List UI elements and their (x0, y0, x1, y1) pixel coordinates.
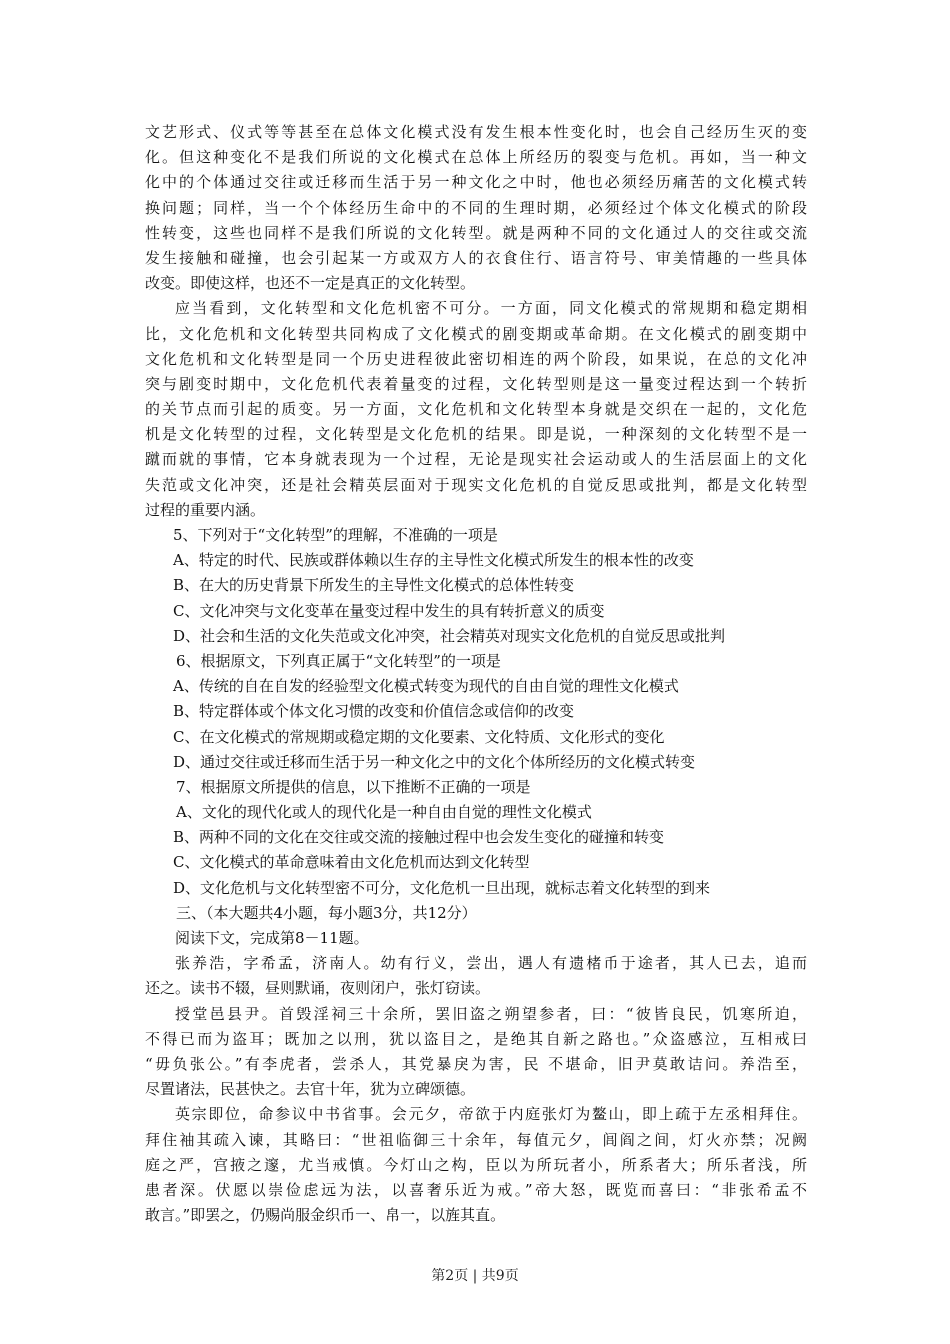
passage-line: 改变。即使这样，也还不一定是真正的文化转型。 (145, 274, 476, 293)
passage-line: 换问题；同样，当一个个体经历生命中的不同的生理时期，必须经过个体文化模式的阶段 (145, 198, 807, 217)
question-5-option-b: B、在大的历史背景下所发生的主导性文化模式的总体性转变 (173, 576, 575, 595)
question-6-option-d: D、通过交往或迁移而生活于另一种文化之中的文化个体所经历的文化模式转变 (173, 752, 696, 771)
question-6-stem: 6、根据原文，下列真正属于“文化转型”的一项是 (176, 651, 501, 670)
passage-line: 还之。读书不辍，昼则默诵，夜则闭户，张灯窃读。 (145, 979, 491, 998)
document-page (145, 120, 807, 1228)
question-6-option-a: A、传统的自在自发的经验型文化模式转变为现代的自由自觉的理性文化模式 (173, 677, 679, 696)
question-5-stem: 5、下列对于“文化转型”的理解，不准确的一项是 (173, 526, 498, 544)
passage-line: 英宗即位，命参议中书省事。会元夕，帝欲于内庭张灯为鳌山，即上疏于左丞相拜住。 (175, 1105, 807, 1124)
passage-line: 蹴而就的事情，它本身就表现为一个过程，无论是现实社会运动或人的生活层面上的文化 (145, 450, 807, 469)
question-6-option-b: B、特定群体或个体文化习惯的改变和价值信念或信仰的改变 (173, 702, 575, 721)
section-3-instruction: 阅读下文，完成第8－11题。 (175, 929, 369, 947)
passage-line: 比，文化危机和文化转型共同构成了文化模式的剧变期或革命期。在文化模式的剧变期中 (145, 324, 807, 343)
question-7-option-b: B、两种不同的文化在交往或交流的接触过程中也会发生变化的碰撞和转变 (173, 828, 665, 847)
question-6-option-c: C、在文化模式的常规期或稳定期的文化要素、文化特质、文化形式的变化 (173, 727, 665, 746)
passage-line: 应当看到，文化转型和文化危机密不可分。一方面，同文化模式的常规期和稳定期相 (175, 299, 807, 318)
question-7-stem: 7、根据原文所提供的信息，以下推断不正确的一项是 (176, 777, 531, 796)
passage-line: 突与剧变时期中，文化危机代表着量变的过程，文化转型则是这一量变过程达到一个转折 (145, 374, 807, 393)
passage-line: 机是文化转型的过程，文化转型是文化危机的结果。即是说，一种深刻的文化转型不是一 (145, 425, 807, 444)
question-7-option-d: D、文化危机与文化转型密不可分，文化危机一旦出现，就标志着文化转型的到来 (173, 878, 711, 897)
page-footer: 第2页 | 共9页 (431, 1268, 519, 1284)
question-5-option-d: D、社会和生活的文化失范或文化冲突，社会精英对现实文化危机的自觉反思或批判 (173, 626, 726, 645)
passage-line: 尽置诸法，民甚快之。去官十年，犹为立碑颂德。 (145, 1080, 476, 1099)
passage-line: 不得已而为盗耳；既加之以刑，犹以盗目之，是绝其自新之路也。”众盗感泣，互相戒曰 (145, 1029, 807, 1048)
passage-line: 性转变，这些也同样不是我们所说的文化转型。就是两种不同的文化通过人的交往或交流 (145, 223, 807, 242)
passage-line: 庭之严，宫掖之邃，尤当戒慎。今灯山之构，臣以为所玩者小，所系者大；所乐者浅，所 (145, 1155, 807, 1174)
passage-line: 化中的个体通过交往或迁移而生活于另一种文化之中时，他也必须经历痛苦的文化模式转 (145, 173, 807, 192)
section-3-heading: 三、（本大题共4小题，每小题3分，共12分） (176, 903, 477, 922)
passage-line: 过程的重要内涵。 (145, 500, 266, 519)
question-7-option-a: A、文化的现代化或人的现代化是一种自由自觉的理性文化模式 (176, 803, 592, 822)
question-5-option-a: A、特定的时代、民族或群体赖以生存的主导性文化模式所发生的根本性的改变 (173, 551, 694, 570)
question-7-option-c: C、文化模式的革命意味着由文化危机而达到文化转型 (173, 853, 530, 872)
passage-line: 张养浩，字希孟，济南人。幼有行义，尝出，遇人有遗楮币于途者，其人已去，追而 (175, 954, 807, 973)
passage-line: 失范或文化冲突，还是社会精英层面对于现实文化危机的自觉反思或批判，都是文化转型 (145, 475, 807, 494)
passage-line: 文化危机和文化转型是同一个历史进程彼此密切相连的两个阶段，如果说，在总的文化冲 (145, 349, 807, 368)
passage-line: “毋负张公。”有李虎者，尝杀人，其党暴戾为害，民 不堪命，旧尹莫敢诘问。养浩至， (145, 1054, 807, 1073)
passage-line: 拜住袖其疏入谏，其略曰：“世祖临御三十余年，每值元夕，闾阎之间，灯火亦禁；况阙 (145, 1130, 807, 1149)
passage-line: 化。但这种变化不是我们所说的文化模式在总体上所经历的裂变与危机。再如，当一种文 (145, 148, 807, 167)
question-5-option-c: C、文化冲突与文化变革在量变过程中发生的具有转折意义的质变 (173, 601, 605, 620)
passage-line: 敢言。”即罢之，仍赐尚服金织币一、帛一，以旌其直。 (145, 1206, 506, 1225)
passage-line: 文艺形式、仪式等等甚至在总体文化模式没有发生根本性变化时，也会自己经历生灭的变 (145, 123, 807, 141)
passage-line: 授堂邑县尹。首毁淫祠三十余所，罢旧盗之朔望参者，曰：“彼皆良民，饥寒所迫， (175, 1004, 807, 1023)
passage-line: 患者深。伏愿以崇俭虑远为法，以喜奢乐近为戒。”帝大怒，既览而喜曰：“非张希孟不 (145, 1180, 807, 1199)
passage-line: 发生接触和碰撞，也会引起某一方或双方人的衣食住行、语言符号、审美情趣的一些具体 (145, 248, 807, 267)
passage-line: 的关节点而引起的质变。另一方面，文化危机和文化转型本身就是交织在一起的，文化危 (145, 400, 807, 419)
